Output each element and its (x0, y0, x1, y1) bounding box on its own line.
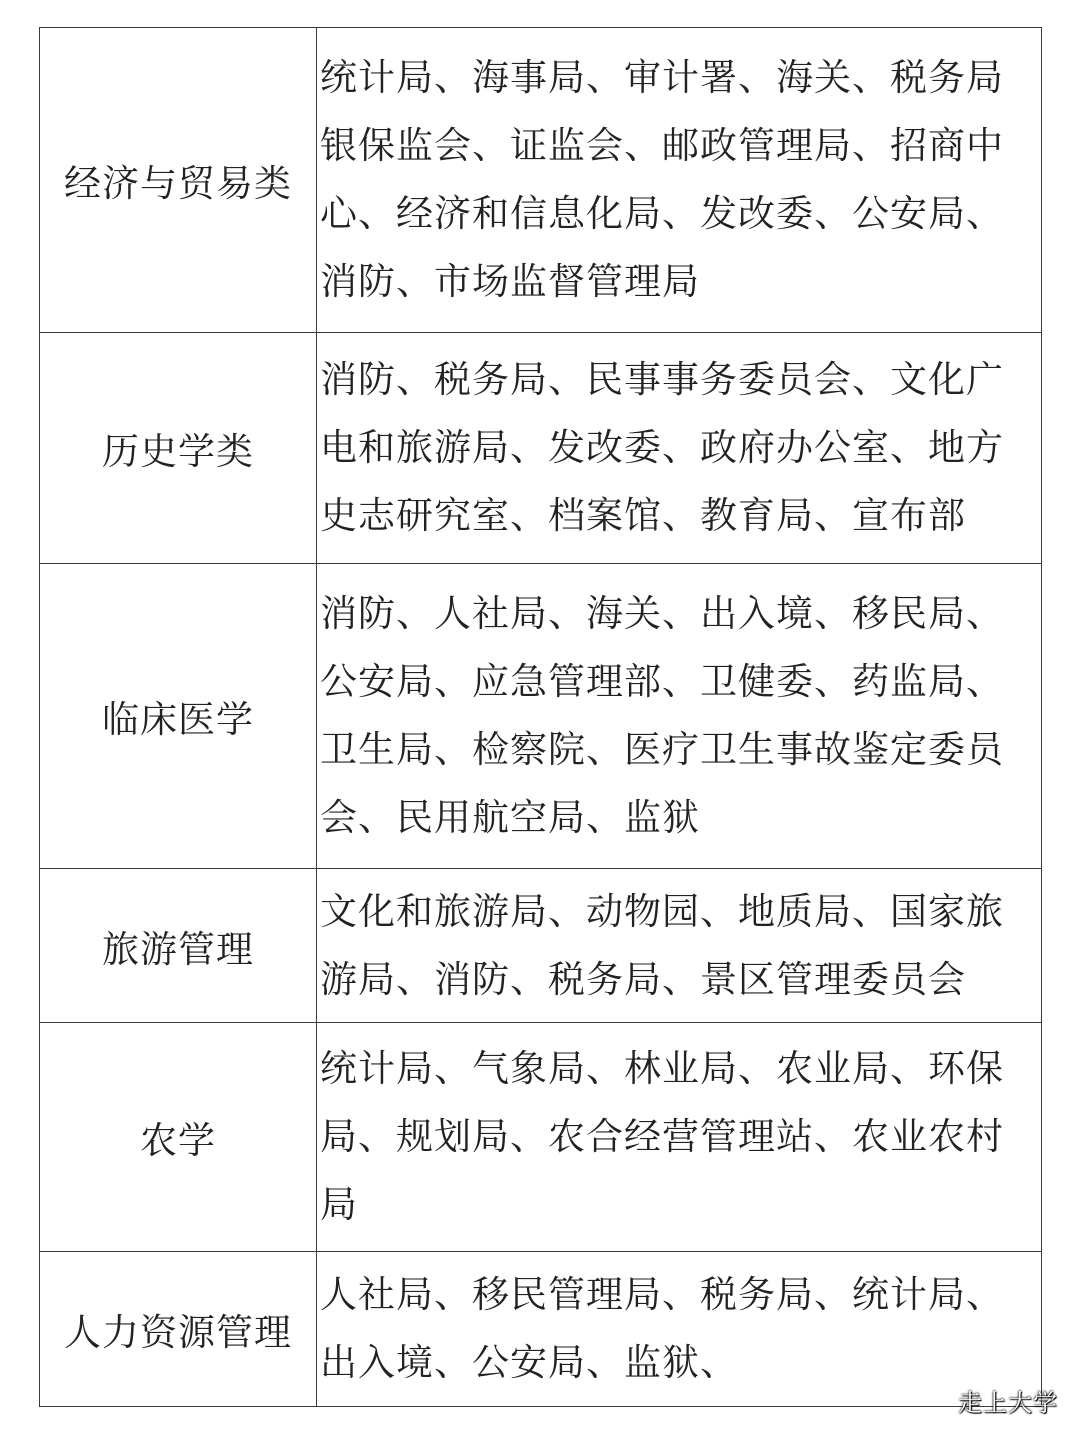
units-list-cell: 消防、人社局、海关、出入境、移民局、公安局、应急管理部、卫健委、药监局、卫生局、检察院、医疗卫生事故鉴定委员会、民用航空局、监狱 (317, 564, 1042, 869)
units-list-cell: 统计局、海事局、审计署、海关、税务局银保监会、证监会、邮政管理局、招商中心、经济和信息化局、发改委、公安局、消防、市场监督管理局 (317, 28, 1042, 333)
table-row (40, 564, 1042, 869)
major-units-table (39, 27, 1042, 1407)
major-category-cell: 历史学类 (40, 333, 317, 564)
major-category-cell: 经济与贸易类 (40, 28, 317, 333)
major-category-cell: 农学 (40, 1023, 317, 1252)
table-row (40, 1023, 1042, 1252)
table-row (40, 1252, 1042, 1407)
major-category-cell: 人力资源管理 (40, 1252, 317, 1407)
units-list-cell: 统计局、气象局、林业局、农业局、环保局、规划局、农合经营管理站、农业农村局 (317, 1023, 1042, 1252)
table-row (40, 869, 1042, 1023)
watermark: 走上大学 (958, 1389, 1058, 1417)
table-row (40, 333, 1042, 564)
major-category-cell: 旅游管理 (40, 869, 317, 1023)
table-row (40, 28, 1042, 333)
major-category-cell: 临床医学 (40, 564, 317, 869)
units-list-cell: 文化和旅游局、动物园、地质局、国家旅游局、消防、税务局、景区管理委员会 (317, 869, 1042, 1023)
units-list-cell: 消防、税务局、民事事务委员会、文化广电和旅游局、发改委、政府办公室、地方史志研究室、档案馆、教育局、宣布部 (317, 333, 1042, 564)
units-list-cell: 人社局、移民管理局、税务局、统计局、出入境、公安局、监狱、 (317, 1252, 1042, 1407)
